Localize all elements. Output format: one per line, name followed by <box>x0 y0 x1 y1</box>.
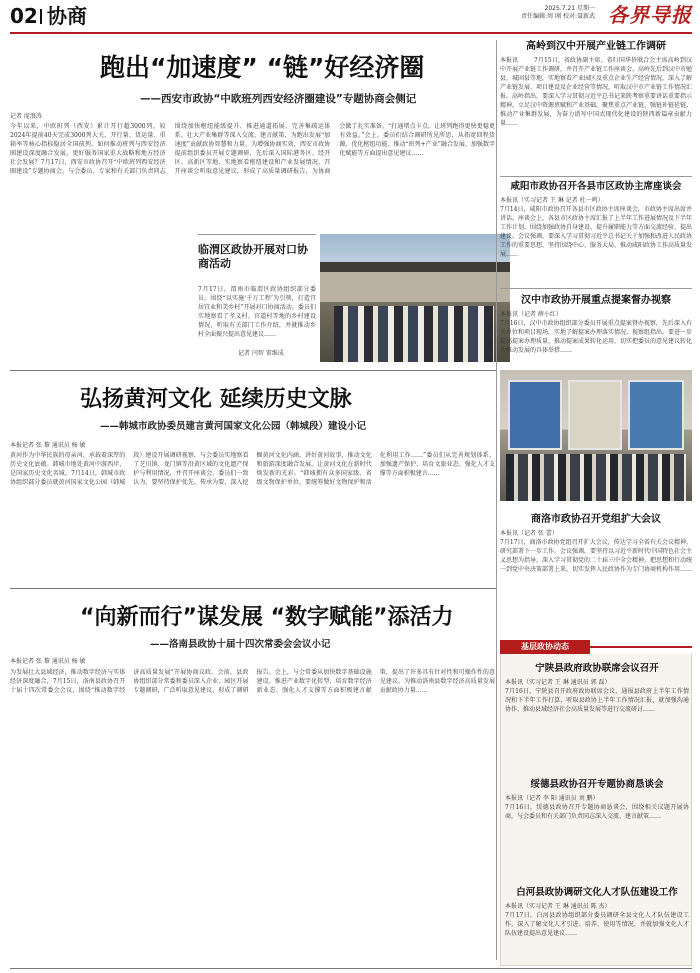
right-article-3-body: 7月16日，汉中市政协组织部分委员开展重点提案督办视察，先后深入有关单位和项目现场，实地了解提案办理落实情况。视察组指出，要进一步提高提案办理质量，推动提案成果转化运用，切实把委员的意见建议转化为推动发展的具体举措…… <box>500 320 692 354</box>
sidebar-tab-label: 基层政协动态 <box>521 642 569 651</box>
sidebar-accent-bar <box>590 646 692 648</box>
bottom-article-byline: 本报记者 张 黎 通讯员 杨 敏 <box>10 658 86 665</box>
sidebar-panel <box>500 654 692 966</box>
sidebar-item-body: 7月16日，宁陕县召开政府政协联席会议，通报县政府上半年工作情况和下半年工作打算，听取县政协上半年工作情况汇报，就加强沟通协作、推动县域经济社会高质量发展等进行交流研讨…… <box>505 688 689 713</box>
main-article-subheadline: ——西安市政协“中欧班列西安经济圈建设”专题协商会侧记 <box>140 93 417 105</box>
publication-meta <box>340 5 595 21</box>
middle-article-body: 黄河作为中华民族的母亲河，承载着深厚的历史文化底蕴。韩城市地处黄河中游西岸，是国家历史文化名城。7月14日，韩城市政协组织部分委员就黄河国家文化公园（韩城段）建设开展调研视察，与会委员实地察看了芝川镇、龙门镇等沿黄区域的文化遗产保护与利用情况，并召开座谈会。委员们一致认为，要坚持保护优先、传承为要，深入挖掘黄河文化内涵，讲好黄河故事，推动文化和旅游深度融合发展，让黄河文化在新时代焕发新的光彩。“韩城拥有众多国家级、省级文物保护单位，要统筹做好文物保护和活化利用工作……”委员们从完善规划体系、加强遗产保护、培育文旅业态、强化人才支撑等方面积极建言…… <box>10 452 495 486</box>
section-divider <box>10 588 496 589</box>
middle-article-subheadline: ——韩城市政协委员建言黄河国家文化公园（韩城段）建设小记 <box>100 421 367 432</box>
masthead-rule <box>10 32 692 34</box>
main-article-body: 今年以来，中欧班列（西安）累计开行超3000列，较2024年提前40天完成3000列大关，开行量、货运量、重箱率等核心指标稳居全国前列。如何推动班列与西安经济圈建设深度融合发展，更好服务国家重大战略和地方经济社会发展？7月17日，西安市政协召开“中欧班列西安经济圈建设”专题协商会。与会委员、专家和有关部门负责同志围绕加快枢纽能级提升、推进通道拓展、完善集疏运体系、壮大产业集群等深入交流、建言献策，为跑出发展“加速度”贡献政协智慧和力量。为增强协商实效，西安市政协提前组织委员开展专题调研，先后深入国际港务区、经开区、高新区等地，实地察看枢纽建设和产业发展情况，召开座谈会听取意见建议，形成了高质量调研报告，为协商会做了扎实准备。“打通堵点卡点，让班列跑得更快更稳更有效益。”会上，委员们结合调研所见所思，从拓宽回程货源、优化枢纽功能、推动“班列+产业”融合发展、加强数字化赋能等方面提出意见建议…… <box>10 123 495 175</box>
section-divider <box>10 370 496 371</box>
sidebar-item-byline: 本报讯（记者 李 阳 通讯员 刘 鹏） <box>505 795 599 802</box>
sidebar-tab <box>500 640 590 654</box>
right-article-4-byline: 本报讯（记者 张 蕾） <box>500 530 558 537</box>
masthead-separator <box>40 9 42 24</box>
bottom-article-body: 为发展壮大县域经济，推动数字经济与实体经济深度融合，7月15日，洛南县政协召开十届十四次常委会会议，围绕“推动数字经济高质量发展”开展协商议政。会前，县政协组织部分常委和委员深入企业、园区开展专题调研，广泛听取意见建议，形成了调研报告。会上，与会常委从加快数字基础设施建设、推进产业数字化转型、培育数字经济新业态、强化人才支撑等方面积极建言献策，提出了许多具有针对性和可操作性的意见建议，为推动洛南县数字经济高质量发展贡献政协力量…… <box>10 669 495 694</box>
photo-caption-text: 7月17日，渭南市临渭区政协组织部分委员，围绕“以实施‘千万工程’为引领，打造宜居宜业和美乡村”开展对口协商活动。委员们实地察看了孝义村、官道村等地的乡村建设情况，听取有关部门工作介绍，并就推动乡村全面振兴提出意见建议…… <box>198 286 316 338</box>
divider-line <box>500 176 692 177</box>
issue-date: 2025.7.21 星期一 <box>544 5 595 12</box>
photo-caption-credit: 记者 闫智 雷维成 <box>238 350 284 357</box>
sidebar-item-body: 7月16日，绥德县政协召开专题协商恳谈会，围绕相关议题开展协商，与会委员和有关部门负责同志深入交流、建言献策…… <box>505 804 689 820</box>
column-divider <box>496 40 497 960</box>
bottom-article-headline: “向新而行”谋发展 “数字赋能”添活力 <box>80 605 454 630</box>
right-article-2-headline: 咸阳市政协召开各县市区政协主席座谈会 <box>510 181 682 192</box>
right-article-1-byline: 本报讯 <box>500 57 519 64</box>
bottom-article-subheadline: ——洛南县政协十届十四次常委会会议小记 <box>150 639 331 650</box>
right-article-4-body: 7月17日，商洛市政协党组召开扩大会议，传达学习全省有关会议精神，研究部署下一步工作。会议强调，要坚持以习近平新时代中国特色社会主义思想为指导，深入学习贯彻党的二十届三中全会精神，把思想和行动统一到党中央决策部署上来，切实发挥人民政协作为专门协商机构作用…… <box>500 539 692 573</box>
section-title: 协商 <box>47 4 87 28</box>
right-article-1-headline: 高岭到汉中开展产业链工作调研 <box>526 41 666 52</box>
right-article-1-body: 7月15日，省政协副主席、省归国华侨联合会主席高岭到汉中开展产业链工作调研，并召开产业链工作座谈会。高岭先后到汉中市勉县、城固县等地，实地察看产业园区及重点企业生产经营情况，深入了解产业链发展、项目建设及企业经营等情况，听取汉中市产业链工作情况汇报。高岭指出，要深入学习贯彻习近平总书记来陕考察重要讲话重要指示精神，立足汉中资源禀赋和产业基础，聚焦重点产业链，强链补链延链，推动产业集群发展，为奋力谱写中国式现代化建设的陕西新篇章贡献力量…… <box>500 57 692 127</box>
photo-caption-title: 临渭区政协开展对口协商活动 <box>198 243 308 270</box>
photo-caption-box <box>198 234 316 366</box>
middle-article-byline: 本报记者 张 黎 通讯员 杨 敏 <box>10 442 86 449</box>
right-article-2-byline: 本报讯（实习记者 王 琳 记者 杜一鸣） <box>500 197 604 204</box>
right-article-3-headline: 汉中市政协开展重点提案督办视察 <box>521 295 671 306</box>
sidebar-item-byline: 本报讯（实习记者 王 琳 通讯员 陈 杰） <box>505 903 611 910</box>
page-number: 02 <box>10 4 38 28</box>
middle-article-headline: 弘扬黄河文化 延续历史文脉 <box>80 387 352 412</box>
sidebar-item-headline: 绥德县政协召开专题协商恳谈会 <box>530 779 664 790</box>
sidebar-item-headline: 宁陕县政府政协联席会议召开 <box>535 663 659 674</box>
editor-credit: 责任编辑:周 刚 校对:聂新武 <box>521 13 595 20</box>
newspaper-logo: 各界导报 <box>608 3 692 27</box>
sidebar-item-headline: 白河县政协调研文化人才队伍建设工作 <box>516 887 678 898</box>
main-article-byline: 记者 庞浪涛 <box>10 113 42 120</box>
exhibition-visit-photo <box>500 370 692 501</box>
divider-line <box>500 288 692 289</box>
right-article-2-body: 7月14日，咸阳市政协召开各县市区政协主席座谈会，市政协主席出席并讲话。座谈会上，各县市区政协主席汇报了上半年工作进展情况及下半年工作计划，围绕加强政协自身建设、提升履职能力等方面交流经验、提出建议。会议强调，要深入学习贯彻习近平总书记关于加强和改进人民政协工作的重要思想，坚持围绕中心、服务大局，推动咸阳政协工作高质量发展…… <box>500 206 692 258</box>
main-article-headline: 跑出“加速度” “链”好经济圈 <box>100 53 425 82</box>
masthead <box>10 4 692 30</box>
sidebar-item-body: 7月17日，白河县政协组织部分委员调研全县文化人才队伍建设工作，深入了解文化人才引进、培养、使用等情况，并就加强文化人才队伍建设提出意见建议…… <box>505 912 689 937</box>
right-article-3-byline: 本报讯（记者 薛小红） <box>500 311 562 318</box>
rural-visit-photo <box>320 234 510 362</box>
sidebar-item-byline: 本报讯（实习记者 王 琳 通讯员 郭 磊） <box>505 679 611 686</box>
footer-rule <box>10 968 692 969</box>
right-article-4-headline: 商洛市政协召开党组扩大会议 <box>531 514 661 525</box>
